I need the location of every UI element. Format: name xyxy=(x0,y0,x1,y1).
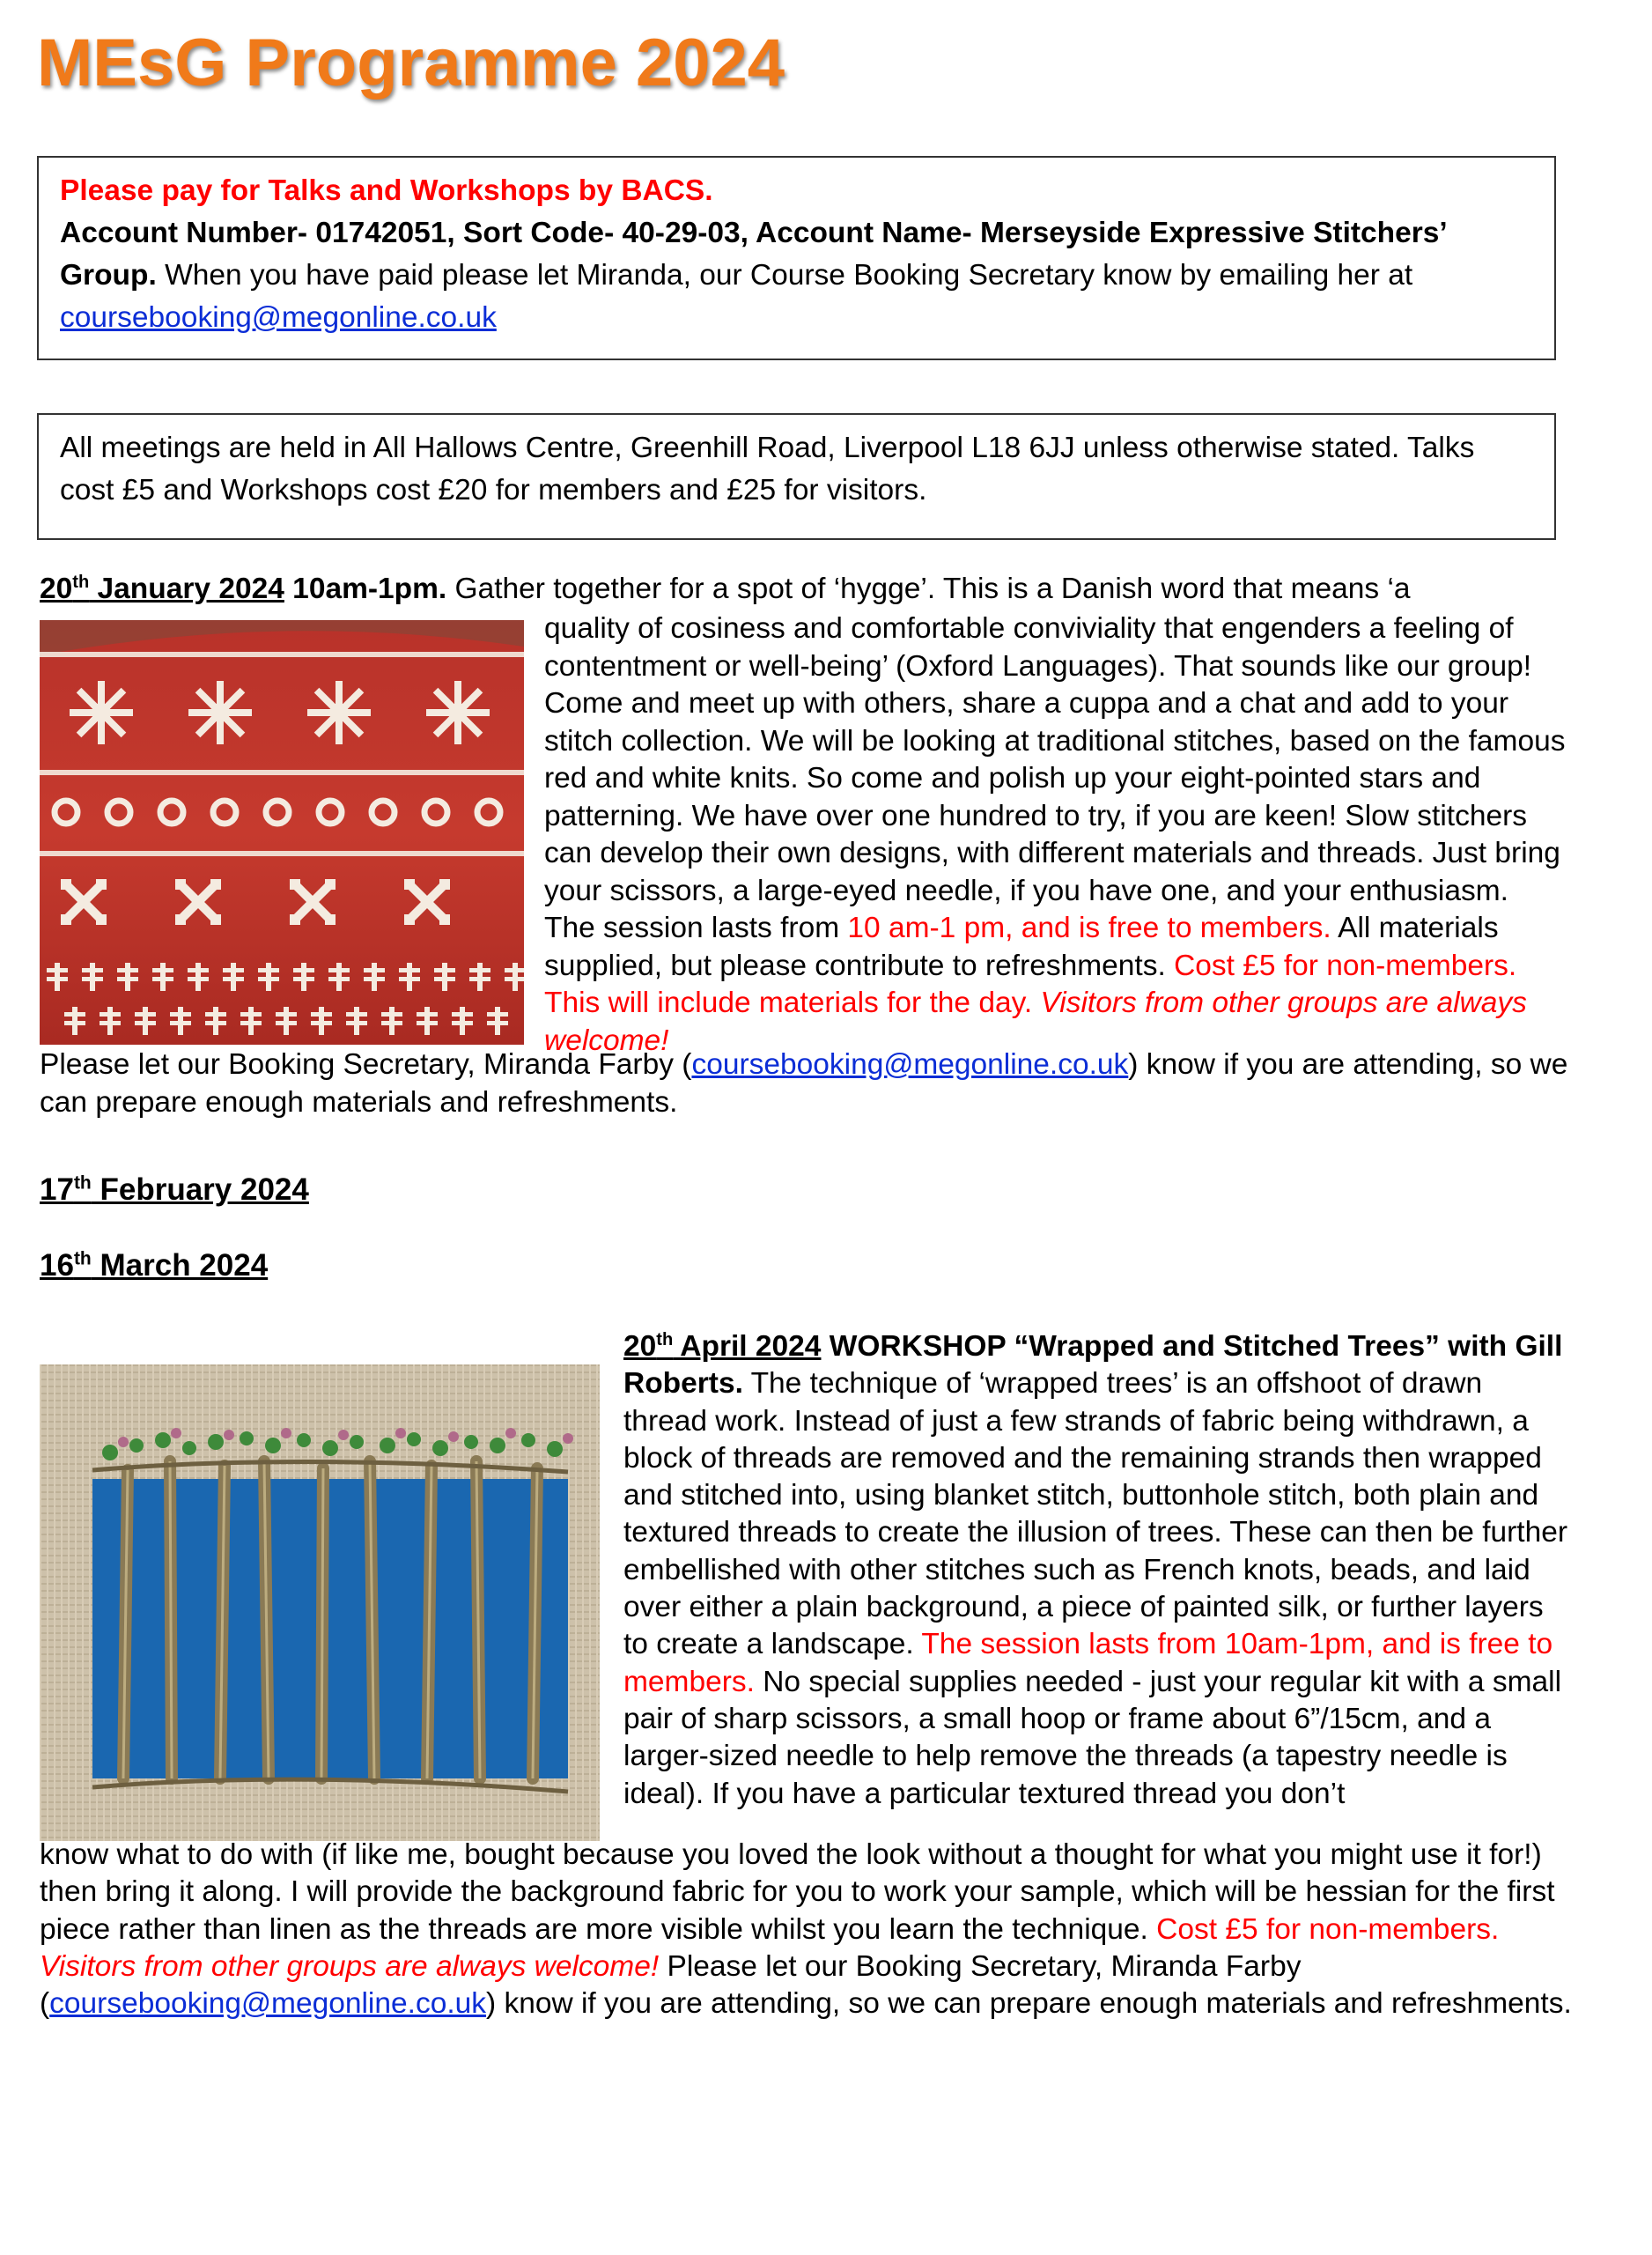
event-jan-day: 20 xyxy=(40,573,73,605)
event-mar-rest: March 2024 xyxy=(91,1248,269,1283)
event-jan-time: 10am-1pm. xyxy=(284,573,447,605)
event-feb-heading xyxy=(40,1169,309,1211)
event-apr-body-text: The technique of ‘wrapped trees’ is an offshoot of drawn thread work. Instead of just a few strands of fabric being withdrawn, a block of threads are removed and the remaining strands then wrapped and stitched into, using blanket stitch, buttonhole stitch, both plain and textured threads to create the illusion of trees. These can then be further embellished with other stitches such as French knots, beads, and laid over either a plain background, a piece of painted silk, or further layers to create a landscape. xyxy=(623,1367,1568,1661)
event-apr-date xyxy=(623,1330,821,1363)
event-jan-body-text: quality of cosiness and comfortable conviviality that engenders a feeling of contentment or well-being’ (Oxford Languages). That sounds like our group! Come and meet up with others, share a cuppa and a chat and add to your stitch collection. We will be looking at traditional stitches, based on the famous red and white knits. So come and polish up your eight-pointed stars and patterning. We have over one hundred to try, if you are keen! Slow stitchers can develop their own designs, with different materials and threads. Just bring your scissors, a large-eyed needle, if you have one, and your enthusiasm. The session lasts from xyxy=(544,612,1566,944)
event-apr-tail-text: know what to do with (if like me, bought because you loved the look without a thought for what you might use it for!) then bring it along. I will provide the background fabric for you to work your sample, which will be hessian for the first piece rather than linen as the threads are more visible whilst you learn the technique. xyxy=(40,1838,1555,1946)
wrapped-trees-image xyxy=(40,1364,600,1841)
event-mar-sup: th xyxy=(73,1248,92,1269)
event-apr-visitors-note: Visitors from other groups are always welcome! xyxy=(40,1949,660,1983)
event-jan-tail-text-2: ) know if you are attending, so we can prepare enough materials and refreshments. xyxy=(40,1048,1568,1119)
event-apr-body-text-2: No special supplies needed - just your regular kit with a small pair of sharp scissors, a small hoop or frame about 6”/15cm, and a larger-sized needle to help remove the threads (a tapestry needle is ideal). If you have a particular textured thread you don’t xyxy=(623,1665,1562,1810)
event-mar-day: 16 xyxy=(40,1248,74,1283)
knit-pattern-image xyxy=(40,620,524,1045)
event-apr-tail-text-2: Please let our Booking Secretary, Miranda Farby ( xyxy=(40,1949,1302,2021)
event-apr-tail xyxy=(40,1837,1572,2022)
event-jan-body-text-2: All materials supplied, but please contribute to refreshments. xyxy=(544,912,1499,982)
account-details: Account Number- 01742051, Sort Code- 40-29-03, Account Name- Merseyside Expressive Stitchers’ Group. xyxy=(60,217,1446,292)
wrapped-trees-svg xyxy=(40,1364,600,1841)
event-apr-date-rest: April 2024 xyxy=(673,1330,822,1363)
event-jan-date-rest: January 2024 xyxy=(89,573,284,605)
venue-text: All meetings are held in All Hallows Centre, Greenhill Road, Liverpool L18 6JJ unless otherwise stated. Talks cost £5 and Workshops cost £20 for members and £25 for visitors. xyxy=(60,432,1475,506)
event-apr-heading: WORKSHOP “Wrapped and Stitched Trees” with Gill Roberts. xyxy=(623,1330,1563,1401)
event-apr-cost-note: Cost £5 for non-members. xyxy=(1156,1912,1500,1946)
page-title: MEsG Programme 2024 xyxy=(37,26,785,100)
event-apr-tail-text-3: ) know if you are attending, so we can prepare enough materials and refreshments. xyxy=(486,1987,1572,2021)
event-apr-body xyxy=(623,1328,1570,1813)
event-jan-tail-text: Please let our Booking Secretary, Miranda Farby ( xyxy=(40,1048,692,1081)
event-jan-email-link[interactable]: coursebooking@megonline.co.uk xyxy=(691,1048,1129,1081)
event-jan-tail xyxy=(40,1046,1572,1121)
event-apr-email-link[interactable]: coursebooking@megonline.co.uk xyxy=(49,1987,487,2021)
knit-pattern-svg xyxy=(40,620,524,1045)
payment-info-box xyxy=(37,156,1556,360)
event-jan-intro: Gather together for a spot of ‘hygge’. This is a Danish word that means ‘a xyxy=(446,573,1411,605)
booking-email-link[interactable]: coursebooking@megonline.co.uk xyxy=(60,301,497,334)
event-jan-sup: th xyxy=(72,572,90,592)
event-feb-rest: February 2024 xyxy=(91,1172,309,1207)
event-jan-date xyxy=(40,573,284,605)
event-apr-sup: th xyxy=(656,1329,674,1349)
event-mar-heading xyxy=(40,1245,268,1287)
event-apr-free-note: The session lasts from 10am-1pm, and is free to members. xyxy=(623,1628,1553,1698)
event-feb-sup: th xyxy=(73,1172,92,1194)
event-feb-day: 17 xyxy=(40,1172,74,1207)
event-jan-cost-note: Cost £5 for non-members. This will include materials for the day. xyxy=(544,949,1517,1019)
event-jan-heading xyxy=(40,568,1411,610)
payment-instruction: Please pay for Talks and Workshops by BACS. xyxy=(60,174,713,207)
payment-text: When you have paid please let Miranda, our Course Booking Secretary know by emailing her at xyxy=(156,259,1413,292)
event-jan-visitors-note: Visitors from other groups are always welcome! xyxy=(544,987,1527,1057)
venue-info-box xyxy=(37,413,1556,540)
event-jan-body xyxy=(544,610,1566,1060)
event-apr-day: 20 xyxy=(623,1330,657,1363)
event-jan-free-note: 10 am-1 pm, and is free to members. xyxy=(847,912,1331,944)
